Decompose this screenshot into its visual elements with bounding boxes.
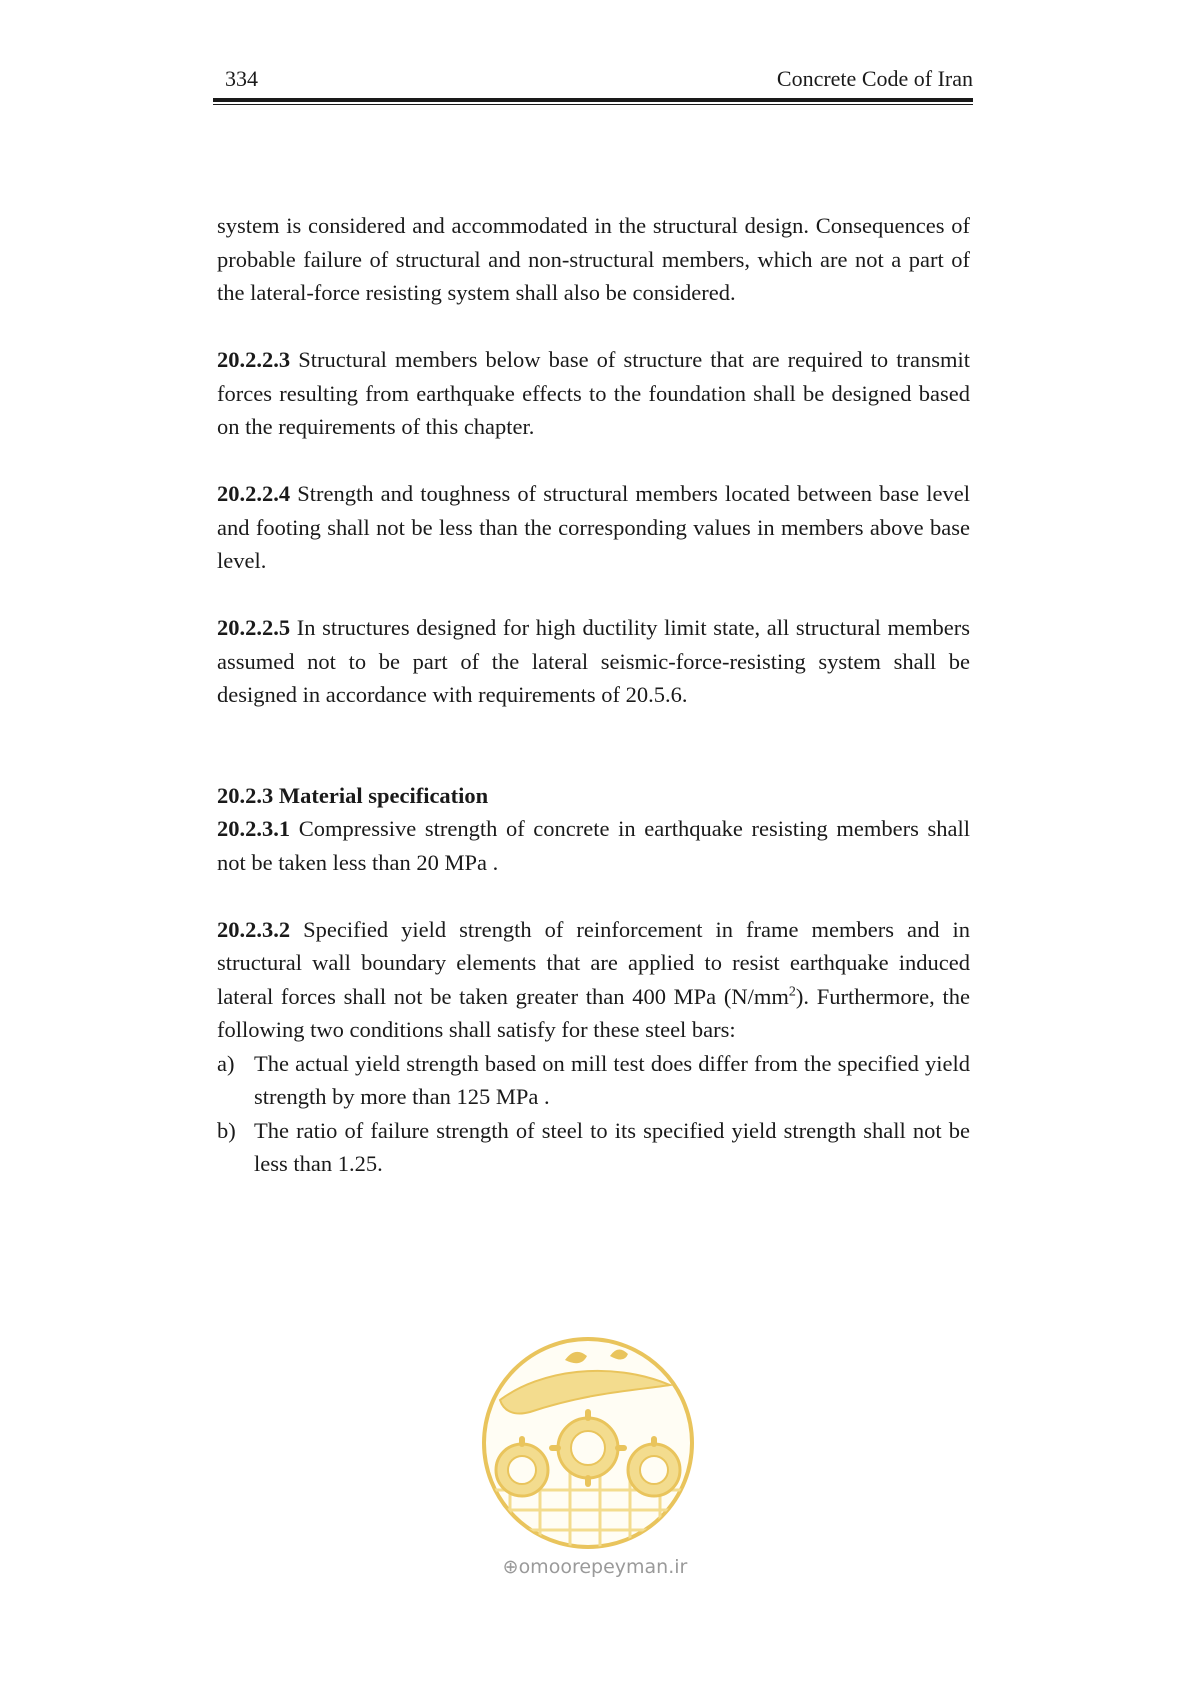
list-item-a	[217, 1047, 970, 1114]
clause-text: Strength and toughness of structural members located between base level and footing shall not be less than the corresponding values in members above base level.	[217, 481, 970, 573]
list-text: The ratio of failure strength of steel to its specified yield strength shall not be less than 1.25.	[254, 1117, 970, 1176]
page-header	[213, 62, 973, 92]
section-heading: 20.2.3 Material specification	[217, 782, 489, 808]
clause-number: 20.2.3.1	[217, 816, 291, 841]
watermark-emblem-icon	[470, 1330, 720, 1556]
clause-20-2-2-4	[217, 477, 970, 578]
watermark-logo	[470, 1330, 720, 1600]
header-rule-thick	[213, 98, 973, 102]
header-rule-thin	[213, 104, 973, 105]
clause-number: 20.2.2.4	[217, 481, 291, 506]
clause-text-cont: ). Furthermore, the following two conditions shall satisfy for these steel bars:	[217, 983, 970, 1042]
running-title: Concrete Code of Iran	[776, 66, 973, 91]
watermark-site: ⊕omoorepeyman.ir	[502, 1556, 688, 1578]
clause-20-2-2-5	[217, 611, 970, 712]
clause-text: In structures designed for high ductility limit state, all structural members assumed not to be part of the lateral seismic-force-resisting system shall be designed in accordance with requirements of 20.5.6.	[217, 615, 970, 707]
page-body	[217, 209, 970, 1181]
clause-text: Structural members below base of structure that are required to transmit forces resulting from earthquake effects to the foundation shall be designed based on the requirements of this chapter.	[217, 347, 970, 439]
list-marker: b)	[217, 1117, 236, 1143]
clause-20-2-3-2	[217, 913, 970, 1047]
clause-text: Specified yield strength of reinforcement in frame members and in structural wall boundary elements that are applied to resist earthquake induced lateral forces shall not be taken greater than 400 MPa (N/mm	[217, 916, 970, 1009]
clause-20-2-2-3	[217, 343, 970, 444]
clause-number: 20.2.2.5	[217, 615, 291, 640]
clause-20-2-3-1	[217, 812, 970, 879]
clause-text: Compressive strength of concrete in earthquake resisting members shall not be taken less than 20 MPa .	[217, 816, 970, 875]
page-number: 334	[225, 66, 258, 91]
clause-number: 20.2.2.3	[217, 347, 291, 372]
superscript: 2	[788, 984, 796, 999]
list-text: The actual yield strength based on mill test does differ from the specified yield strength by more than 125 MPa .	[254, 1050, 970, 1109]
list-item-b	[217, 1114, 970, 1181]
list-marker: a)	[217, 1050, 235, 1076]
intro-paragraph: system is considered and accommodated in the structural design. Consequences of probable failure of structural and non-structural members, which are not a part of the lateral-force resisting system shall also be considered.	[217, 213, 970, 305]
clause-number: 20.2.3.2	[217, 916, 291, 942]
